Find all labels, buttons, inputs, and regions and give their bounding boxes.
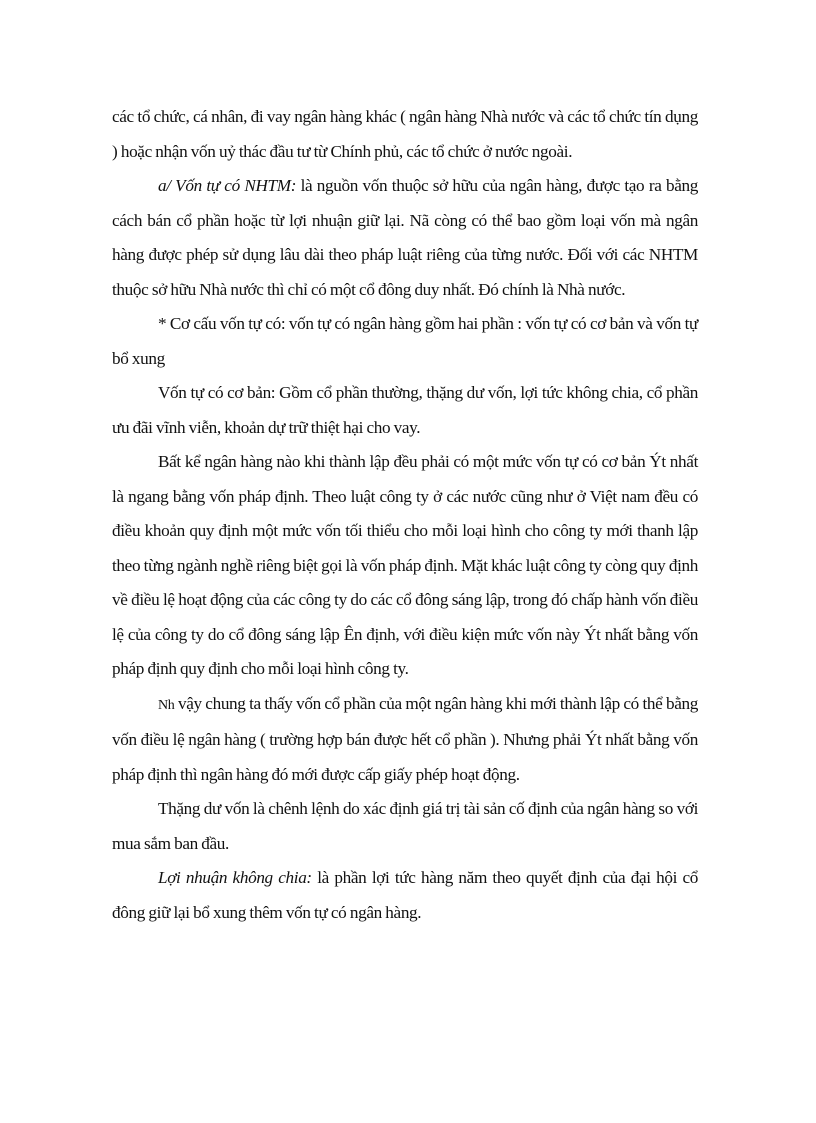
paragraph-retained-earnings [112,861,698,930]
paragraph-own-capital [112,169,698,307]
paragraph-text: Bất kể ngân hàng nào khi thành lập đều phải có một mức vốn tự có cơ bản Ýt nhất là ngang bằng vốn pháp định. Theo luật công ty ở các nước cũng như ở Việt nam đều có điều khoản quy định một mức vốn tối thiểu cho mỗi loại hình cho công ty mới thanh lập theo từng ngành nghề riêng biệt gọi là vốn pháp định. Mặt khác luật công ty còng quy định về điều lệ hoạt động của các công ty do các cổ đông sáng lập, trong đó chấp hành vốn điều lệ của công ty do cổ đông sáng lập Ên định, với điều kiện mức vốn này Ýt nhất bằng vốn pháp định quy định cho mỗi loại hình công ty. [112,452,698,678]
paragraph-continuation [112,100,698,169]
paragraph-lead-heading: a/ Vốn tự có NHTM: [158,176,297,195]
paragraph-capital-surplus [112,792,698,861]
paragraph-text: vậy chung ta thấy vốn cổ phần của một ngân hàng khi mới thành lập có thể bằng vốn điều lệ ngân hàng ( trường hợp bán được hết cổ phần ). Nhưng phải Ýt nhất bằng vốn pháp định thì ngân hàng đó mới được cấp giấy phép hoạt động. [112,693,698,784]
paragraph-text: là nguồn vốn thuộc sở hữu của ngân hàng, được tạo ra bằng cách bán cổ phần hoặc từ lợi nhuận giữ lại. Nã còng có thể bao gồm loại vốn mà ngân hàng được phép sử dụng lâu dài theo pháp luật riêng của từng nước. Đối với các NHTM thuộc sở hữu Nhà nước thì chỉ có một cổ đông duy nhất. Đó chính là Nhà nước. [112,176,698,299]
paragraph-text: * Cơ cấu vốn tự có: vốn tự có ngân hàng gồm hai phần : vốn tự có cơ bản và vốn tự bổ xung [112,314,698,368]
paragraph-capital-structure [112,307,698,376]
body-text [112,100,698,930]
paragraph-lead-word: Nh [158,697,175,713]
paragraph-share-capital [112,687,698,793]
paragraph-text: Thặng dư vốn là chênh lệnh do xác định giá trị tài sản cố định của ngân hàng so với mua sắm ban đầu. [112,799,698,853]
paragraph-text: là phần lợi tức hàng năm theo quyết định của đại hội cổ đông giữ lại bổ xung thêm vốn tự có ngân hàng. [112,868,698,922]
paragraph-basic-capital [112,376,698,445]
paragraph-text: Vốn tự có cơ bản: Gồm cổ phần thường, thặng dư vốn, lợi tức không chia, cổ phần ưu đãi vĩnh viễn, khoản dự trữ thiệt hại cho vay. [112,383,698,437]
paragraph-legal-capital [112,445,698,687]
paragraph-text: các tổ chức, cá nhân, đi vay ngân hàng khác ( ngân hàng Nhà nước và các tổ chức tín dụng ) hoặc nhận vốn uỷ thác đầu tư từ Chính phủ, các tổ chức ở nước ngoài. [112,107,698,161]
paragraph-lead-heading: Lợi nhuận không chia: [158,868,312,887]
